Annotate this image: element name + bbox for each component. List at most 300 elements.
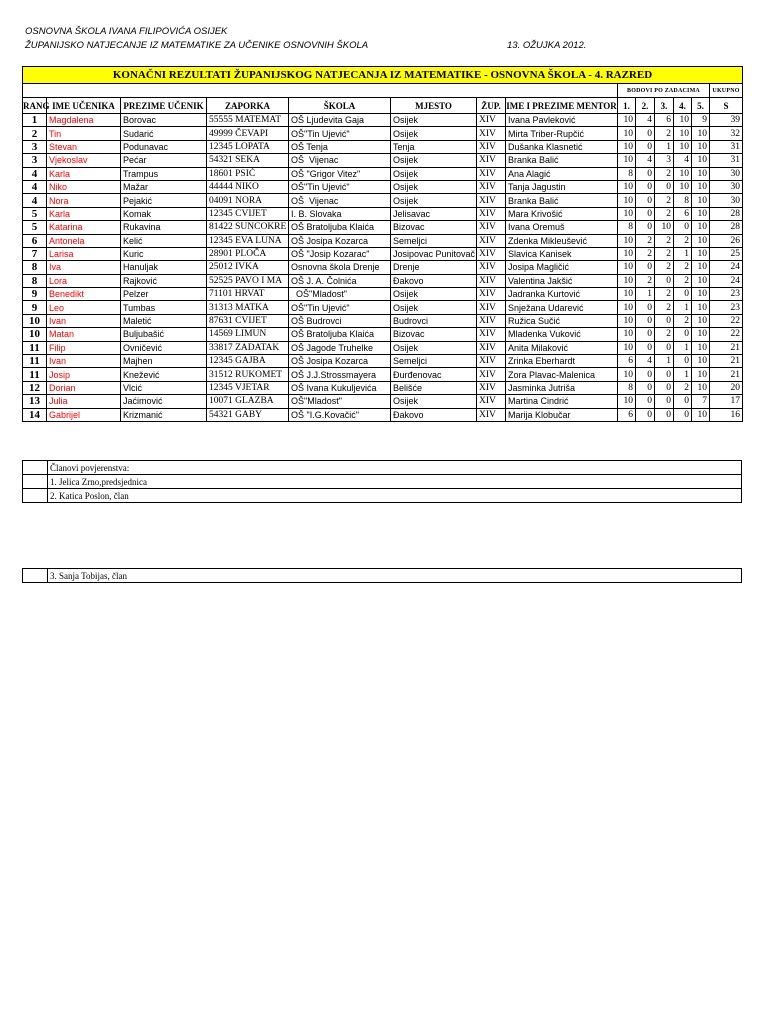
school-cell: OŠ "Grigor Vitez" (289, 167, 391, 180)
last-name-cell: Maletić (121, 314, 207, 327)
place-cell: Tenja (391, 140, 477, 153)
rank-cell: 2 (23, 127, 47, 140)
table-row (23, 207, 743, 220)
rank-cell: 5 (23, 221, 47, 234)
first-name-cell: Benedikt (47, 288, 121, 301)
county-cell: XIV (477, 274, 506, 287)
last-name-cell: Trampus (121, 167, 207, 180)
code-cell: 12345 CVIJET (207, 207, 289, 220)
first-name-cell: Leo (47, 301, 121, 314)
place-cell: Osijek (391, 194, 477, 207)
task-5-score-cell: 10 (692, 408, 710, 421)
column-header-place: MJESTO (391, 98, 477, 114)
table-row (23, 368, 743, 381)
committee-index-cell (23, 461, 48, 475)
table-row (23, 408, 743, 421)
table-row (23, 381, 743, 394)
school-cell: OŠ Josipa Kozarca (289, 234, 391, 247)
table-row (23, 247, 743, 260)
rank-cell: 9 (23, 301, 47, 314)
title-row (23, 67, 743, 84)
committee-member: 3. Sanja Tobijas, član (48, 569, 742, 583)
school-cell: OŠ Vijenac (289, 194, 391, 207)
task-3-score-cell: 2 (655, 234, 674, 247)
column-header-task-3: 3. (655, 98, 674, 114)
task-5-score-cell: 10 (692, 194, 710, 207)
total-score-cell: 31 (710, 140, 743, 153)
place-cell: Osijek (391, 395, 477, 408)
first-name-cell: Gabrijel (47, 408, 121, 421)
task-5-score-cell: 7 (692, 395, 710, 408)
last-name-cell: Borovac (121, 114, 207, 127)
table-title: KONAČNI REZULTATI ŽUPANIJSKOG NATJECANJA IZ MATEMATIKE - OSNOVNA ŠKOLA - 4. RAZRED (23, 67, 743, 84)
code-cell: 44444 NIKO (207, 180, 289, 193)
rank-cell: 10 (23, 328, 47, 341)
school-cell: OŠ"Tin Ujević" (289, 180, 391, 193)
rank-cell: 5 (23, 207, 47, 220)
column-header-task-5: 5. (692, 98, 710, 114)
mentor-cell: Mirta Triber-Rupčić (506, 127, 618, 140)
place-cell: Osijek (391, 154, 477, 167)
committee-box (22, 460, 742, 503)
table-row (23, 355, 743, 368)
rank-cell: 9 (23, 288, 47, 301)
first-name-cell: Magdalena (47, 114, 121, 127)
total-score-cell: 21 (710, 368, 743, 381)
code-cell: 12345 GAJBA (207, 355, 289, 368)
code-cell: 81422 SUNCOKRE (207, 221, 289, 234)
committee-index-cell (23, 475, 48, 489)
code-cell: 28901 PLOČA (207, 247, 289, 260)
task-2-score-cell: 0 (636, 261, 655, 274)
mentor-cell: Tanja Jagustin (506, 180, 618, 193)
task-3-score-cell: 2 (655, 261, 674, 274)
total-score-cell: 28 (710, 221, 743, 234)
rank-cell: 4 (23, 167, 47, 180)
first-name-cell: Matan (47, 328, 121, 341)
county-cell: XIV (477, 328, 506, 341)
school-cell: OŠ Budrovci (289, 314, 391, 327)
table-row (23, 274, 743, 287)
task-1-score-cell: 10 (618, 180, 636, 193)
last-name-cell: Rukavina (121, 221, 207, 234)
last-name-cell: Pejakić (121, 194, 207, 207)
place-cell: Osijek (391, 341, 477, 354)
task-5-score-cell: 10 (692, 368, 710, 381)
last-name-cell: Kuric (121, 247, 207, 260)
code-cell: 49999 ČEVAPI (207, 127, 289, 140)
mentor-cell: Martina Cindrić (506, 395, 618, 408)
column-header-mentor: IME I PREZIME MENTOR (506, 98, 618, 114)
first-name-cell: Nora (47, 194, 121, 207)
code-cell: 12345 EVA LUNA (207, 234, 289, 247)
task-2-score-cell: 4 (636, 355, 655, 368)
total-score-cell: 28 (710, 207, 743, 220)
last-name-cell: Majhen (121, 355, 207, 368)
last-name-cell: Jaćimović (121, 395, 207, 408)
task-1-score-cell: 10 (618, 288, 636, 301)
last-name-cell: Buljubašić (121, 328, 207, 341)
school-name: OSNOVNA ŠKOLA IVANA FILIPOVIĆA OSIJEK (25, 26, 228, 37)
place-cell: Osijek (391, 167, 477, 180)
task-4-score-cell: 1 (674, 341, 692, 354)
task-4-score-cell: 1 (674, 247, 692, 260)
place-cell: Osijek (391, 127, 477, 140)
first-name-cell: Vjekoslav (47, 154, 121, 167)
total-score-cell: 30 (710, 167, 743, 180)
task-2-score-cell: 0 (636, 127, 655, 140)
task-3-score-cell: 2 (655, 247, 674, 260)
committee-member: 1. Jelica Zrno,predsjednica (48, 475, 742, 489)
rank-cell: 7 (23, 247, 47, 260)
school-cell: OŠ"Tin Ujević" (289, 301, 391, 314)
task-3-score-cell: 0 (655, 395, 674, 408)
mentor-cell: Jadranka Kurtović (506, 288, 618, 301)
task-4-score-cell: 4 (674, 154, 692, 167)
column-header-last-name: PREZIME UČENIK (121, 98, 207, 114)
task-1-score-cell: 10 (618, 314, 636, 327)
total-score-cell: 23 (710, 301, 743, 314)
task-2-score-cell: 0 (636, 167, 655, 180)
rank-cell: 4 (23, 180, 47, 193)
task-5-score-cell: 10 (692, 247, 710, 260)
school-cell: OŠ "Josip Kozarac" (289, 247, 391, 260)
place-cell: Jelisavac (391, 207, 477, 220)
task-1-score-cell: 10 (618, 127, 636, 140)
committee-index-cell (23, 489, 48, 503)
task-4-score-cell: 10 (674, 140, 692, 153)
task-1-score-cell: 10 (618, 194, 636, 207)
rank-cell: 10 (23, 314, 47, 327)
task-3-score-cell: 2 (655, 301, 674, 314)
rank-cell: 11 (23, 341, 47, 354)
county-cell: XIV (477, 261, 506, 274)
task-3-score-cell: 0 (655, 408, 674, 421)
mentor-cell: Mara Krivošić (506, 207, 618, 220)
blank-cell (23, 84, 618, 98)
mentor-cell: Dušanka Klasnetić (506, 140, 618, 153)
task-4-score-cell: 0 (674, 328, 692, 341)
task-3-score-cell: 2 (655, 127, 674, 140)
task-1-score-cell: 10 (618, 247, 636, 260)
task-1-score-cell: 8 (618, 381, 636, 394)
first-name-cell: Karla (47, 207, 121, 220)
table-row (23, 341, 743, 354)
county-cell: XIV (477, 114, 506, 127)
mentor-cell: Zora Plavac-Malenica (506, 368, 618, 381)
county-cell: XIV (477, 180, 506, 193)
total-score-cell: 22 (710, 328, 743, 341)
task-1-score-cell: 10 (618, 234, 636, 247)
county-cell: XIV (477, 221, 506, 234)
total-score-cell: 23 (710, 288, 743, 301)
task-1-score-cell: 6 (618, 355, 636, 368)
last-name-cell: Pećar (121, 154, 207, 167)
table-row (23, 234, 743, 247)
task-2-score-cell: 0 (636, 301, 655, 314)
first-name-cell: Lora (47, 274, 121, 287)
last-name-cell: Pelzer (121, 288, 207, 301)
task-4-score-cell: 10 (674, 180, 692, 193)
mentor-cell: Ivana Pavleković (506, 114, 618, 127)
rank-cell: 13 (23, 395, 47, 408)
task-2-score-cell: 0 (636, 368, 655, 381)
total-score-cell: 17 (710, 395, 743, 408)
task-1-score-cell: 8 (618, 221, 636, 234)
task-2-score-cell: 0 (636, 314, 655, 327)
table-row (23, 301, 743, 314)
first-name-cell: Ivan (47, 355, 121, 368)
rank-cell: 11 (23, 355, 47, 368)
first-name-cell: Stevan (47, 140, 121, 153)
column-header-task-1: 1. (618, 98, 636, 114)
task-5-score-cell: 10 (692, 261, 710, 274)
task-5-score-cell: 10 (692, 180, 710, 193)
mentor-cell: Zdenka Mikleušević (506, 234, 618, 247)
place-cell: Belišće (391, 381, 477, 394)
first-name-cell: Julia (47, 395, 121, 408)
place-cell: Bizovac (391, 328, 477, 341)
column-header-school: ŠKOLA (289, 98, 391, 114)
total-score-cell: 31 (710, 154, 743, 167)
school-cell: OŠ"Tin Ujević" (289, 127, 391, 140)
total-score-cell: 30 (710, 180, 743, 193)
total-score-cell: 26 (710, 234, 743, 247)
code-cell: 54321 GABY (207, 408, 289, 421)
task-5-score-cell: 10 (692, 234, 710, 247)
task-1-score-cell: 10 (618, 368, 636, 381)
total-score-cell: 30 (710, 194, 743, 207)
task-5-score-cell: 10 (692, 314, 710, 327)
column-header-rank: RANG (23, 98, 47, 114)
mentor-cell: Marija Klobučar (506, 408, 618, 421)
place-cell: Bizovac (391, 221, 477, 234)
school-cell: Osnovna škola Drenje (289, 261, 391, 274)
school-cell: OŠ"Mladost" (289, 395, 391, 408)
rank-cell: 11 (23, 368, 47, 381)
code-cell: 31313 MATKA (207, 301, 289, 314)
task-5-score-cell: 10 (692, 221, 710, 234)
mentor-cell: Josipa Magličić (506, 261, 618, 274)
task-4-score-cell: 1 (674, 368, 692, 381)
task-3-score-cell: 2 (655, 207, 674, 220)
task-2-score-cell: 4 (636, 114, 655, 127)
task-5-score-cell: 10 (692, 127, 710, 140)
county-cell: XIV (477, 247, 506, 260)
task-1-score-cell: 6 (618, 408, 636, 421)
place-cell: Đakovo (391, 408, 477, 421)
place-cell: Osijek (391, 301, 477, 314)
school-cell: OŠ"Mladost" (289, 288, 391, 301)
task-1-score-cell: 10 (618, 274, 636, 287)
first-name-cell: Karla (47, 167, 121, 180)
code-cell: 12345 VJETAR (207, 381, 289, 394)
task-2-score-cell: 4 (636, 154, 655, 167)
task-3-score-cell: 1 (655, 355, 674, 368)
code-cell: 55555 MATEMAT (207, 114, 289, 127)
last-name-cell: Hanuljak (121, 261, 207, 274)
county-cell: XIV (477, 167, 506, 180)
task-3-score-cell: 2 (655, 167, 674, 180)
county-cell: XIV (477, 127, 506, 140)
county-cell: XIV (477, 154, 506, 167)
mentor-cell: Zrinka Eberhardt (506, 355, 618, 368)
school-cell: I. B. Slovaka (289, 207, 391, 220)
task-3-score-cell: 2 (655, 288, 674, 301)
county-cell: XIV (477, 234, 506, 247)
task-2-score-cell: 2 (636, 274, 655, 287)
task-3-score-cell: 10 (655, 221, 674, 234)
task-3-score-cell: 0 (655, 314, 674, 327)
results-table (22, 66, 743, 422)
task-2-score-cell: 0 (636, 328, 655, 341)
code-cell: 52525 PAVO I MA (207, 274, 289, 287)
task-4-score-cell: 10 (674, 114, 692, 127)
table-row (23, 261, 743, 274)
school-cell: OŠ Bratoljuba Klaića (289, 221, 391, 234)
task-2-score-cell: 2 (636, 234, 655, 247)
column-header-first-name: IME UČENIKA (47, 98, 121, 114)
task-5-score-cell: 10 (692, 288, 710, 301)
mentor-cell: Slavica Kanisek (506, 247, 618, 260)
committee-box-extra (22, 568, 742, 583)
school-cell: OŠ Jagode Truhelke (289, 341, 391, 354)
place-cell: Osijek (391, 114, 477, 127)
first-name-cell: Tin (47, 127, 121, 140)
code-cell: 33817 ZADATAK (207, 341, 289, 354)
task-4-score-cell: 2 (674, 261, 692, 274)
school-cell: OŠ Tenja (289, 140, 391, 153)
task-3-score-cell: 1 (655, 140, 674, 153)
county-cell: XIV (477, 314, 506, 327)
task-5-score-cell: 10 (692, 328, 710, 341)
task-3-score-cell: 0 (655, 274, 674, 287)
task-2-score-cell: 2 (636, 247, 655, 260)
total-score-cell: 39 (710, 114, 743, 127)
mentor-cell: Anita Milaković (506, 341, 618, 354)
mentor-cell: Ivana Oremuš (506, 221, 618, 234)
task-1-score-cell: 8 (618, 167, 636, 180)
last-name-cell: Vlcić (121, 381, 207, 394)
table-row (23, 328, 743, 341)
rank-cell: 1 (23, 114, 47, 127)
table-row (23, 395, 743, 408)
task-4-score-cell: 0 (674, 395, 692, 408)
school-cell: OŠ J.J.Strossmayera (289, 368, 391, 381)
task-5-score-cell: 9 (692, 114, 710, 127)
mentor-cell: Valentina Jakšić (506, 274, 618, 287)
task-3-score-cell: 0 (655, 381, 674, 394)
mentor-cell: Ružica Sučić (506, 314, 618, 327)
column-header-row (23, 98, 743, 114)
county-cell: XIV (477, 341, 506, 354)
mentor-cell: Branka Balić (506, 154, 618, 167)
column-header-total: S (710, 98, 743, 114)
task-2-score-cell: 0 (636, 381, 655, 394)
code-cell: 04091 NORA (207, 194, 289, 207)
total-score-cell: 20 (710, 381, 743, 394)
place-cell: Đakovo (391, 274, 477, 287)
first-name-cell: Josip (47, 368, 121, 381)
task-4-score-cell: 2 (674, 314, 692, 327)
mentor-cell: Snježana Udarević (506, 301, 618, 314)
county-cell: XIV (477, 301, 506, 314)
code-cell: 71101 HRVAT (207, 288, 289, 301)
task-4-score-cell: 10 (674, 167, 692, 180)
committee-label: Članovi povjerenstva: (48, 461, 742, 475)
total-header: UKUPNO (710, 84, 743, 98)
points-per-task-header: BODOVI PO ZADACIMA (618, 84, 710, 98)
competition-name: ŽUPANIJSKO NATJECANJE IZ MATEMATIKE ZA UČENIKE OSNOVNIH ŠKOLA (25, 40, 369, 51)
task-2-score-cell: 0 (636, 207, 655, 220)
task-3-score-cell: 2 (655, 194, 674, 207)
code-cell: 87631 CVIJET (207, 314, 289, 327)
task-4-score-cell: 0 (674, 221, 692, 234)
last-name-cell: Knežević (121, 368, 207, 381)
school-cell: OŠ Josipa Kozarca (289, 355, 391, 368)
place-cell: Drenje (391, 261, 477, 274)
county-cell: XIV (477, 395, 506, 408)
place-cell: Semeljci (391, 234, 477, 247)
first-name-cell: Dorian (47, 381, 121, 394)
column-header-task-4: 4. (674, 98, 692, 114)
table-row (23, 127, 743, 140)
code-cell: 18601 PSIĆ (207, 167, 289, 180)
county-cell: XIV (477, 288, 506, 301)
mentor-cell: Jasminka Jutriša (506, 381, 618, 394)
task-1-score-cell: 10 (618, 328, 636, 341)
place-cell: Đurđenovac (391, 368, 477, 381)
task-3-score-cell: 0 (655, 180, 674, 193)
total-score-cell: 21 (710, 341, 743, 354)
task-1-score-cell: 10 (618, 341, 636, 354)
county-cell: XIV (477, 355, 506, 368)
task-2-score-cell: 0 (636, 180, 655, 193)
place-cell: Budrovci (391, 314, 477, 327)
first-name-cell: Ivan (47, 314, 121, 327)
total-score-cell: 16 (710, 408, 743, 421)
table-row (23, 221, 743, 234)
last-name-cell: Tumbas (121, 301, 207, 314)
last-name-cell: Rajković (121, 274, 207, 287)
table-row (23, 140, 743, 153)
task-4-score-cell: 8 (674, 194, 692, 207)
total-score-cell: 32 (710, 127, 743, 140)
last-name-cell: Krizmanić (121, 408, 207, 421)
task-4-score-cell: 0 (674, 355, 692, 368)
county-cell: XIV (477, 408, 506, 421)
last-name-cell: Sudarić (121, 127, 207, 140)
task-1-score-cell: 10 (618, 301, 636, 314)
place-cell: Semeljci (391, 355, 477, 368)
code-cell: 12345 LOPATA (207, 140, 289, 153)
county-cell: XIV (477, 381, 506, 394)
task-4-score-cell: 0 (674, 288, 692, 301)
task-3-score-cell: 0 (655, 368, 674, 381)
school-cell: OŠ "I.G.Kovačić" (289, 408, 391, 421)
place-cell: Osijek (391, 180, 477, 193)
task-4-score-cell: 2 (674, 381, 692, 394)
task-5-score-cell: 10 (692, 207, 710, 220)
task-2-score-cell: 0 (636, 395, 655, 408)
table-row (23, 194, 743, 207)
total-score-cell: 22 (710, 314, 743, 327)
table-row (23, 167, 743, 180)
last-name-cell: Ovničević (121, 341, 207, 354)
committee-member: 2. Katica Poslon, član (48, 489, 742, 503)
task-5-score-cell: 10 (692, 301, 710, 314)
column-header-code: ZAPORKA (207, 98, 289, 114)
